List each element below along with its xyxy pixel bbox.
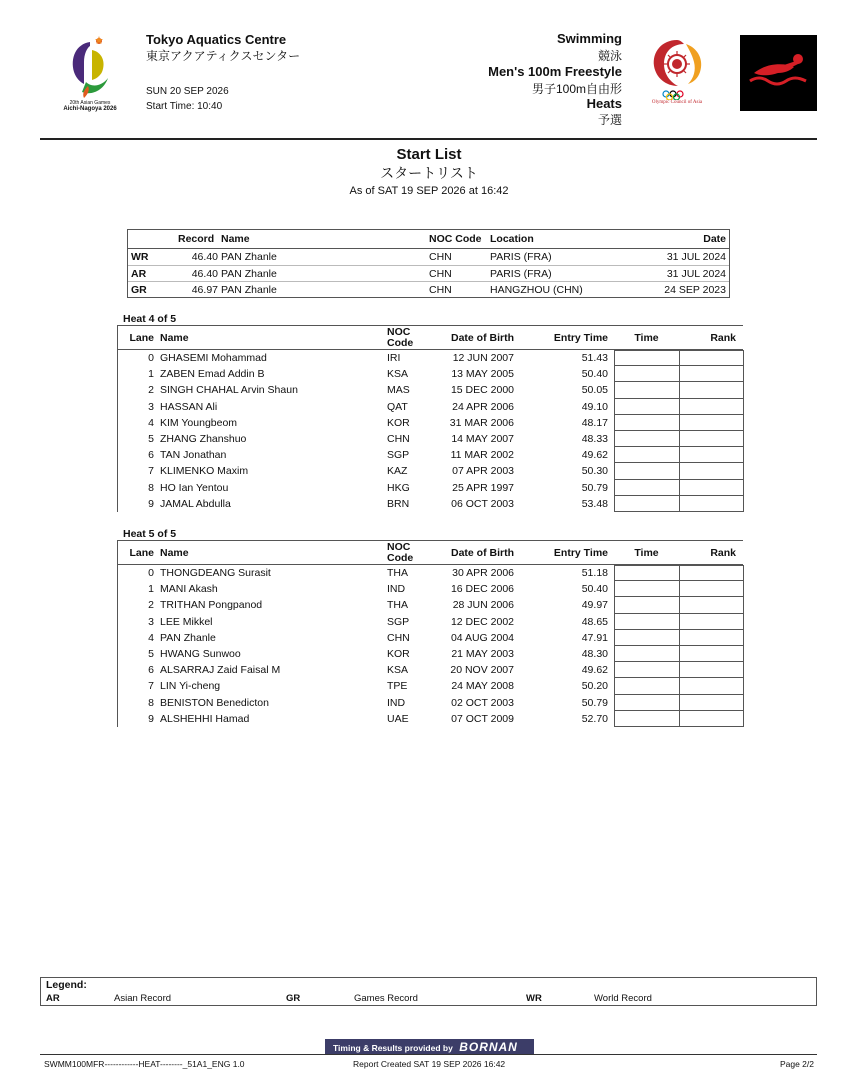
oca-sun-icon (640, 34, 714, 100)
heat-header-row (118, 326, 743, 350)
venue-name-jp: 東京アクアティクスセンター (146, 49, 301, 63)
header-noc-line2: Code (387, 552, 414, 564)
result-time-box (614, 415, 679, 431)
swimmer-entry-time: 52.70 (581, 712, 608, 725)
swimmer-name: BENISTON Benedicton (160, 696, 269, 709)
document-title-jp: スタートリスト (380, 165, 478, 181)
swimmer-noc: KAZ (387, 465, 408, 478)
swimmer-dob: 30 APR 2006 (452, 567, 514, 579)
swimmer-noc: IND (387, 583, 406, 596)
record-holder: PAN Zhanle (221, 284, 277, 296)
swimmer-entry-time: 50.79 (581, 696, 608, 709)
header-lane: Lane (129, 332, 154, 344)
footer-divider (40, 1054, 817, 1055)
result-rank-box (679, 662, 744, 678)
result-time-box (614, 496, 679, 512)
heat-title: Heat 5 of 5 (123, 528, 177, 540)
lane-number: 5 (148, 647, 154, 660)
swimmer-dob: 31 MAR 2006 (449, 416, 514, 429)
swimmer-row (118, 415, 743, 431)
venue-name: Tokyo Aquatics Centre (146, 32, 287, 47)
swimming-pictogram (740, 35, 817, 111)
swimmer-row (118, 382, 743, 398)
result-rank-box (679, 678, 744, 694)
lane-number: 3 (148, 615, 154, 628)
result-time-box (614, 366, 679, 382)
page-number: Page 2/2 (779, 1059, 814, 1069)
swimmer-dob: 07 APR 2003 (452, 465, 514, 478)
records-header-name: Name (221, 233, 250, 245)
swimmer-noc: IND (387, 696, 406, 709)
swimmer-row (118, 646, 743, 662)
lane-number: 5 (148, 432, 154, 445)
swimmer-row (118, 480, 743, 496)
competition-date: SUN 20 SEP 2026 (146, 86, 229, 97)
heat-table (117, 540, 743, 727)
record-holder: PAN Zhanle (221, 268, 277, 280)
swimmer-name: SINGH CHAHAL Arvin Shaun (160, 384, 298, 397)
header-lane: Lane (129, 547, 154, 559)
record-date: 31 JUL 2024 (666, 251, 726, 263)
lane-number: 1 (148, 583, 154, 596)
header-noc-line1: NOC (387, 541, 411, 553)
result-rank-box (679, 496, 744, 512)
swimmer-row (118, 614, 743, 630)
result-rank-box (679, 431, 744, 447)
swimmer-entry-time: 49.62 (581, 449, 608, 462)
records-header-noc: NOC Code (429, 233, 482, 245)
swimmer-name: ALSHEHHI Hamad (160, 712, 250, 725)
record-row (128, 265, 729, 281)
lane-number: 9 (148, 497, 154, 510)
swimmer-dob: 16 DEC 2006 (450, 583, 514, 596)
swimmer-dob: 28 JUN 2006 (452, 599, 514, 612)
result-time-box (614, 614, 679, 630)
records-header-date: Date (703, 233, 726, 245)
legend-code-gr: GR (286, 993, 301, 1004)
start-time: Start Time: 10:40 (146, 101, 223, 112)
lane-number: 6 (148, 449, 154, 462)
header-dob: Date of Birth (451, 547, 514, 559)
swimmer-noc: BRN (387, 497, 410, 510)
swimmer-row (118, 366, 743, 382)
swimmer-entry-time: 49.62 (581, 664, 608, 677)
swimmer-dob: 24 MAY 2008 (451, 680, 514, 693)
header-name: Name (160, 332, 189, 344)
record-time: 46.97 (191, 284, 218, 296)
swimmer-entry-time: 51.43 (581, 352, 608, 364)
swimmer-dob: 11 MAR 2002 (450, 449, 514, 462)
swimmer-row (118, 597, 743, 613)
provider-brand-logo: BORNAN (459, 1040, 518, 1054)
swimmer-entry-time: 48.17 (581, 416, 608, 429)
swimmer-dob: 24 APR 2006 (452, 400, 514, 413)
record-date: 24 SEP 2023 (664, 284, 726, 296)
report-created: Report Created SAT 19 SEP 2026 16:42 (353, 1059, 506, 1069)
legend-label-ar: Asian Record (114, 993, 172, 1004)
swimmer-row (118, 711, 743, 727)
lane-number: 4 (148, 416, 154, 429)
header-noc (387, 327, 413, 349)
swimmer-dob: 06 OCT 2003 (451, 497, 514, 510)
swimmer-row (118, 463, 743, 479)
swimmer-name: LEE Mikkel (160, 615, 213, 628)
swimmer-row (118, 350, 743, 366)
result-rank-box (679, 399, 744, 415)
swimmer-noc: KOR (387, 647, 410, 660)
header-name: Name (160, 547, 189, 559)
records-header-row (128, 230, 729, 249)
result-time-box (614, 382, 679, 398)
swimmer-dob: 21 MAY 2003 (451, 647, 514, 660)
result-time-box (614, 480, 679, 496)
lane-number: 3 (148, 400, 154, 413)
header-dob: Date of Birth (451, 332, 514, 344)
header-noc-line2: Code (387, 337, 414, 349)
lane-number: 0 (148, 352, 154, 364)
swimmer-name: KIM Youngbeom (160, 416, 238, 429)
swimmer-name: ZHANG Zhanshuo (160, 432, 247, 445)
record-location: HANGZHOU (CHN) (490, 284, 583, 296)
swimmer-dob: 12 JUN 2007 (452, 352, 514, 364)
result-rank-box (679, 630, 744, 646)
swimmer-noc: TPE (387, 680, 408, 693)
swimmer-icon (740, 35, 817, 111)
record-location: PARIS (FRA) (490, 251, 552, 263)
swimmer-name: JAMAL Abdulla (160, 497, 231, 510)
heat-table (117, 325, 743, 512)
oca-caption: Olympic Council of Asia (651, 100, 703, 105)
swimmer-name: TRITHAN Pongpanod (160, 599, 263, 612)
record-type: AR (131, 268, 147, 280)
record-noc: CHN (429, 251, 452, 263)
swimmer-noc: KSA (387, 664, 409, 677)
swimmer-dob: 13 MAY 2005 (451, 368, 514, 381)
swimmer-name: ZABEN Emad Addin B (160, 368, 265, 381)
swimmer-entry-time: 47.91 (581, 631, 608, 644)
lane-number: 1 (148, 368, 154, 381)
record-row (128, 281, 729, 297)
swimmer-noc: QAT (387, 400, 408, 413)
record-row (128, 249, 729, 265)
result-time-box (614, 678, 679, 694)
legend-code-wr: WR (526, 993, 542, 1004)
swimmer-noc: KOR (387, 416, 410, 429)
swimmer-noc: SGP (387, 615, 410, 628)
record-noc: CHN (429, 284, 452, 296)
swimmer-entry-time: 50.40 (581, 583, 608, 596)
swimmer-row (118, 431, 743, 447)
swimmer-dob: 02 OCT 2003 (451, 696, 514, 709)
result-rank-box (679, 565, 744, 581)
swimmer-row (118, 662, 743, 678)
result-rank-box (679, 711, 744, 727)
swimmer-noc: CHN (387, 432, 410, 445)
games-logo-caption: Aichi-Nagoya 2026 (63, 106, 117, 112)
swimmer-entry-time: 50.20 (581, 680, 608, 693)
result-rank-box (679, 382, 744, 398)
swimmer-row (118, 496, 743, 512)
phase-name-jp: 予選 (597, 113, 622, 127)
provider-label: Timing & Results provided by (333, 1043, 453, 1053)
lane-number: 2 (148, 384, 154, 397)
header-time: Time (634, 332, 659, 344)
result-time-box (614, 711, 679, 727)
swimmer-row (118, 581, 743, 597)
oca-logo (640, 34, 714, 108)
result-time-box (614, 646, 679, 662)
swimmer-noc: IRI (387, 352, 401, 364)
record-time: 46.40 (191, 268, 218, 280)
legend-title: Legend: (46, 979, 87, 991)
records-header-location: Location (490, 233, 534, 245)
as-of-timestamp: As of SAT 19 SEP 2026 at 16:42 (349, 185, 509, 197)
lane-number: 6 (148, 664, 154, 677)
lane-number: 8 (148, 696, 154, 709)
swimmer-dob: 25 APR 1997 (452, 481, 514, 494)
sport-name-jp: 競泳 (597, 49, 622, 63)
lane-number: 9 (148, 712, 154, 725)
swimmer-entry-time: 50.30 (581, 465, 608, 478)
swimmer-entry-time: 50.05 (581, 384, 608, 397)
result-rank-box (679, 646, 744, 662)
lane-number: 7 (148, 680, 154, 693)
result-rank-box (679, 581, 744, 597)
swimmer-noc: THA (387, 567, 408, 579)
header-rank: Rank (710, 547, 736, 559)
result-time-box (614, 463, 679, 479)
document-title: Start List (396, 146, 462, 163)
swimmer-dob: 07 OCT 2009 (451, 712, 514, 725)
result-time-box (614, 581, 679, 597)
result-rank-box (679, 695, 744, 711)
swimmer-noc: UAE (387, 712, 409, 725)
header-entry-time: Entry Time (553, 332, 608, 344)
result-time-box (614, 431, 679, 447)
result-time-box (614, 350, 679, 366)
swimmer-dob: 20 NOV 2007 (450, 664, 514, 677)
lane-number: 8 (148, 481, 154, 494)
swimmer-entry-time: 48.33 (581, 432, 608, 445)
lane-number: 7 (148, 465, 154, 478)
swimmer-row (118, 447, 743, 463)
header-entry-time: Entry Time (553, 547, 608, 559)
records-header-record: Record (178, 233, 215, 245)
swimmer-name: LIN Yi-cheng (160, 680, 221, 693)
swimmer-entry-time: 48.65 (581, 615, 608, 628)
result-rank-box (679, 480, 744, 496)
result-time-box (614, 399, 679, 415)
record-location: PARIS (FRA) (490, 268, 552, 280)
swimmer-entry-time: 53.48 (581, 497, 608, 510)
swimmer-noc: SGP (387, 449, 410, 462)
header-rank: Rank (710, 332, 736, 344)
result-time-box (614, 565, 679, 581)
event-name: Men's 100m Freestyle (488, 64, 622, 79)
result-time-box (614, 597, 679, 613)
record-time: 46.40 (191, 251, 218, 263)
header-noc (387, 542, 413, 564)
swimmer-noc: KSA (387, 368, 409, 381)
records-table (127, 229, 730, 298)
result-rank-box (679, 447, 744, 463)
result-rank-box (679, 614, 744, 630)
swimmer-name: ALSARRAJ Zaid Faisal M (160, 664, 281, 677)
result-time-box (614, 695, 679, 711)
swimmer-name: GHASEMI Mohammad (160, 352, 267, 364)
swimmer-noc: THA (387, 599, 408, 612)
asian-games-logo (58, 32, 122, 112)
header-noc-line1: NOC (387, 326, 411, 338)
swimmer-name: HASSAN Ali (160, 400, 218, 413)
swimmer-row (118, 565, 743, 581)
swimmer-noc: MAS (387, 384, 410, 397)
swimmer-noc: HKG (387, 481, 410, 494)
heat-header-row (118, 541, 743, 565)
result-time-box (614, 662, 679, 678)
swimmer-name: HO Ian Yentou (160, 481, 229, 494)
swimmer-row (118, 678, 743, 694)
games-logo-caption-small: 20th Asian Games (69, 100, 111, 106)
legend-code-ar: AR (46, 993, 60, 1004)
swimmer-name: KLIMENKO Maxim (160, 465, 249, 478)
result-rank-box (679, 463, 744, 479)
record-date: 31 JUL 2024 (666, 268, 726, 280)
swimmer-row (118, 630, 743, 646)
result-rank-box (679, 415, 744, 431)
result-time-box (614, 630, 679, 646)
swimmer-name: PAN Zhanle (160, 631, 216, 644)
timing-provider-bar (325, 1039, 534, 1055)
swimmer-dob: 04 AUG 2004 (450, 631, 514, 644)
swimmer-row (118, 695, 743, 711)
swimmer-entry-time: 51.18 (581, 567, 608, 579)
swimmer-name: HWANG Sunwoo (160, 647, 241, 660)
legend-box (40, 977, 817, 1006)
swimmer-entry-time: 50.79 (581, 481, 608, 494)
sport-name: Swimming (556, 31, 622, 46)
swimmer-dob: 12 DEC 2002 (450, 615, 514, 628)
header-divider (40, 138, 817, 140)
swimmer-entry-time: 49.10 (581, 400, 608, 413)
swimmer-name: THONGDEANG Surasit (160, 567, 271, 579)
result-rank-box (679, 597, 744, 613)
swimmer-entry-time: 50.40 (581, 368, 608, 381)
swimmer-dob: 14 MAY 2007 (451, 432, 514, 445)
records-body (128, 249, 729, 297)
result-rank-box (679, 366, 744, 382)
swimmer-noc: CHN (387, 631, 410, 644)
result-rank-box (679, 350, 744, 366)
lane-number: 2 (148, 599, 154, 612)
swimmer-row (118, 399, 743, 415)
swimmer-name: TAN Jonathan (160, 449, 227, 462)
record-holder: PAN Zhanle (221, 251, 277, 263)
lane-number: 0 (148, 567, 154, 579)
record-type: WR (131, 251, 149, 263)
swimmer-entry-time: 49.97 (581, 599, 608, 612)
swimmer-entry-time: 48.30 (581, 647, 608, 660)
games-emblem-icon (58, 32, 122, 100)
swimmer-dob: 15 DEC 2000 (450, 384, 514, 397)
result-time-box (614, 447, 679, 463)
event-name-jp: 男子100m自由形 (531, 82, 622, 96)
record-type: GR (131, 284, 147, 296)
swimmer-name: MANI Akash (160, 583, 218, 596)
phase-name: Heats (586, 96, 622, 111)
record-noc: CHN (429, 268, 452, 280)
lane-number: 4 (148, 631, 154, 644)
report-code: SWMM100MFR------------HEAT--------_51A1_ENG 1.0 (44, 1059, 245, 1069)
legend-label-gr: Games Record (354, 993, 418, 1004)
heat-title: Heat 4 of 5 (123, 313, 177, 325)
legend-label-wr: World Record (594, 993, 652, 1004)
header-time: Time (634, 547, 659, 559)
